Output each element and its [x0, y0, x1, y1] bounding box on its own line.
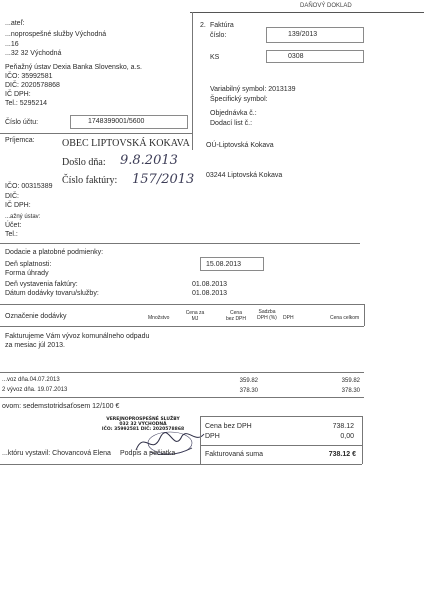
- header-rule: [190, 12, 424, 13]
- delivery-date-value: 01.08.2013: [192, 290, 228, 297]
- ks-label: KS: [210, 54, 220, 61]
- totals-left-border: [200, 416, 201, 464]
- supplier-dic: DIČ: 2020578868: [5, 82, 60, 89]
- supplier-tel: Tel.: 5295214: [5, 100, 48, 107]
- received-date-handwritten: 9.8.2013: [120, 153, 178, 168]
- supplier-city: ...32 32 Východná: [5, 50, 62, 57]
- table-header-rule: [0, 326, 364, 327]
- vat-value: 0,00: [340, 433, 354, 440]
- total-label: Fakturovaná suma: [205, 451, 263, 458]
- stamp-line1: VEREJNOPROSPEŠNÉ SLUŽBY: [106, 417, 180, 422]
- totals-right-border: [362, 416, 363, 464]
- item-description-line1: Fakturujeme Vám vývoz komunálneho odpadu: [5, 333, 150, 340]
- rows-bottom-rule: [0, 397, 364, 398]
- variable-symbol: Variabilný symbol: 2013139: [210, 86, 296, 93]
- customer-account: Účet:: [5, 222, 22, 229]
- page-bottom-rule: [0, 464, 362, 465]
- row-price: 359.82: [239, 378, 258, 384]
- supplier-bank: Peňažný ústav Dexia Banka Slovensko, a.s.: [5, 64, 142, 71]
- customer-office: OÚ-Liptovská Kokava: [206, 142, 274, 149]
- table-top-rule: [0, 304, 364, 305]
- customer-ic-dph: IČ DPH:: [5, 202, 31, 209]
- row-total: 359.82: [341, 378, 360, 384]
- customer-ico: IČO: 00315389: [5, 183, 53, 190]
- customer-invoice-no-label: Číslo faktúry:: [62, 175, 118, 186]
- col-vat-rate: Sadzba DPH (%): [257, 309, 277, 321]
- customer-dic: DIČ:: [5, 193, 19, 200]
- supplier-ic-dph: IČ DPH:: [5, 91, 31, 98]
- issued-by: ...któru vystavil: Chovancová Elena: [2, 450, 111, 457]
- col-unit-price: Cena za MJ: [185, 310, 205, 322]
- col-price-no-vat: Cena bez DPH: [226, 310, 247, 322]
- customer-rule: [0, 133, 192, 134]
- row-total: 378.30: [341, 388, 360, 394]
- delivery-date-label: Dátum dodávky tovaru/služby:: [5, 290, 99, 297]
- stamp-line3: IČO: 35992581 DIČ: 2020578868: [101, 427, 185, 433]
- ks-box: [266, 50, 364, 63]
- customer-bank: ...ažný ústav:: [5, 214, 41, 220]
- col-item: Označenie dodávky: [5, 313, 67, 320]
- invoice-number-prefix: 2.: [200, 22, 206, 29]
- payment-form-label: Forma úhrady: [5, 270, 49, 277]
- customer-invoice-no-handwritten: 157/2013: [132, 172, 195, 187]
- stamp-line2: 032 32 VÝCHODNÁ: [119, 422, 167, 428]
- invoice-number-label: číslo:: [210, 32, 227, 39]
- amount-in-words: ovom: sedemstotridsaťosem 12/100 €: [2, 403, 120, 410]
- price-no-vat-label: Cena bez DPH: [205, 423, 252, 430]
- row-label: ...voz dňa.04.07.2013: [2, 377, 60, 383]
- row-label: 2 vývoz dňa. 19.07.2013: [2, 387, 68, 393]
- totals-top-rule: [200, 416, 362, 417]
- payment-conditions-label: Dodacie a platobné podmienky:: [5, 249, 104, 256]
- row-price: 378.30: [239, 388, 258, 394]
- signature-label: Podpis a pečiatka: [120, 450, 176, 457]
- invoice-title: Faktúra: [210, 22, 234, 29]
- customer-label: Príjemca:: [5, 137, 35, 144]
- ks-value: 0308: [288, 53, 304, 60]
- vat-label: DPH: [205, 433, 220, 440]
- received-date-label: Došlo dňa:: [62, 157, 106, 168]
- document-type-label: DAŇOVÝ DOKLAD: [300, 3, 352, 9]
- col-vat: DPH: [283, 315, 294, 321]
- totals-mid-rule: [200, 445, 362, 446]
- order-number: Objednávka č.:: [210, 110, 257, 117]
- customer-name: OBEC LIPTOVSKÁ KOKAVA: [62, 138, 190, 149]
- issue-date-value: 01.08.2013: [192, 281, 228, 288]
- account-value: 1748399001/5600: [88, 118, 145, 125]
- header-divider: [192, 12, 193, 150]
- total-value: 738.12 €: [328, 451, 356, 458]
- col-qty: Množstvo: [148, 315, 170, 321]
- delivery-note: Dodací list č.:: [210, 120, 253, 127]
- supplier-street: ...16: [5, 41, 19, 48]
- account-label: Číslo účtu:: [5, 119, 39, 126]
- price-no-vat-value: 738.12: [332, 423, 354, 430]
- due-date-label: Deň splatnosti:: [5, 261, 52, 268]
- specific-symbol: Špecifický symbol:: [210, 96, 268, 103]
- supplier-label: ...ateľ:: [5, 20, 25, 27]
- customer-tel: Tel.:: [5, 231, 18, 238]
- supplier-ico: IČO: 35992581: [5, 73, 53, 80]
- supplier-name: ...noprospešné služby Východná: [5, 31, 107, 38]
- col-total: Cena celkom: [330, 315, 360, 321]
- due-date-value: 15.08.2013: [206, 261, 242, 268]
- rows-top-rule: [0, 372, 364, 373]
- item-description-line2: za mesiac júl 2013.: [5, 342, 65, 349]
- invoice-number-value: 139/2013: [288, 31, 318, 38]
- issue-date-label: Deň vystavenia faktúry:: [5, 281, 78, 288]
- payment-rule: [0, 243, 360, 244]
- customer-address: 03244 Liptovská Kokava: [206, 172, 283, 179]
- table-header-right-border: [364, 304, 365, 326]
